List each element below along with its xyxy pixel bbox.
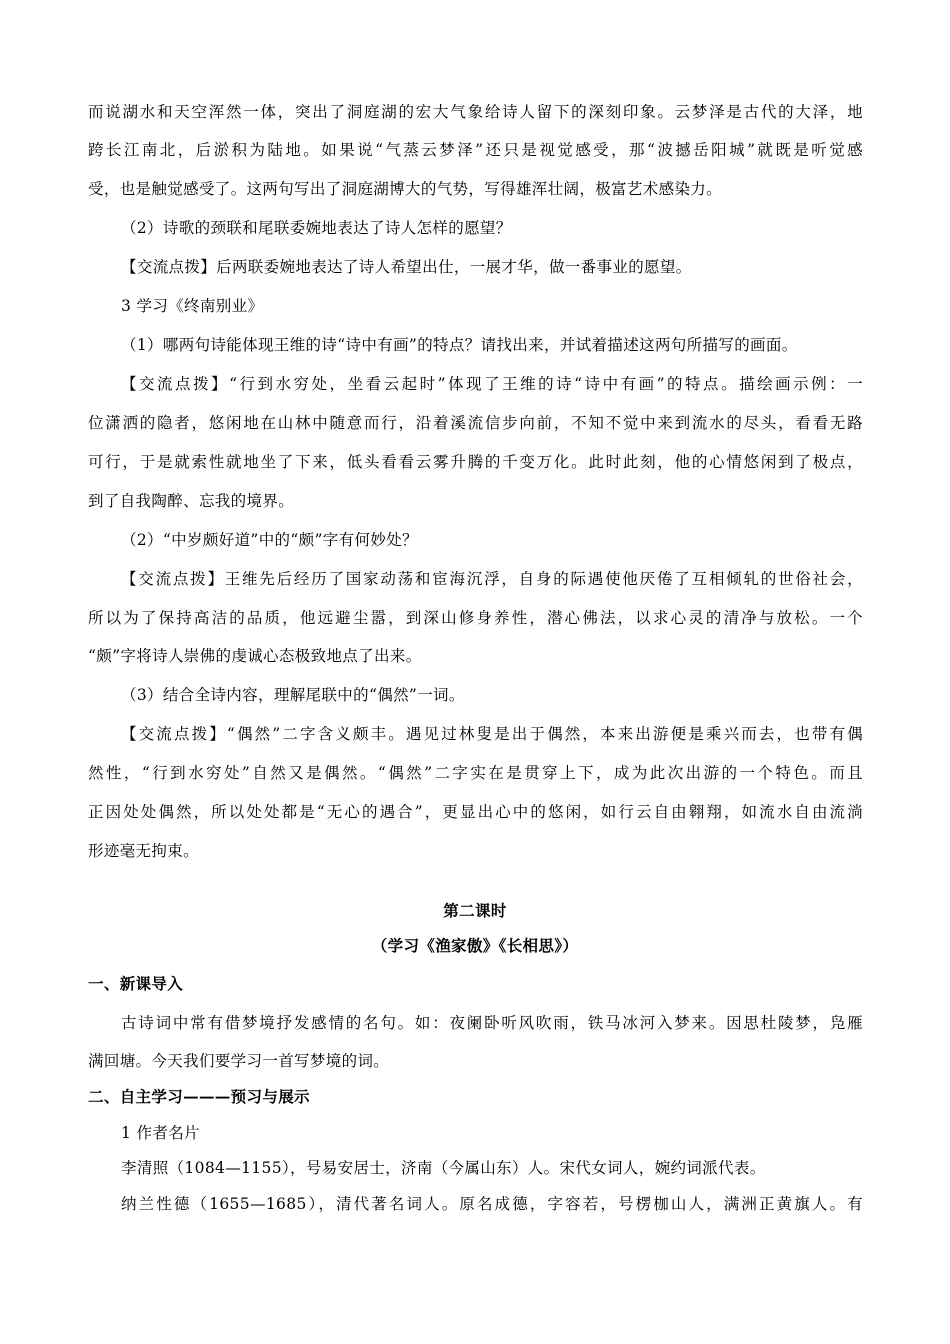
- answer-line: 【交流点拨】后两联委婉地表达了诗人希望出仕，一展才华，做一番事业的愿望。: [121, 258, 692, 276]
- answer-line: 【交流点拨】“行到水穷处，坐看云起时”体现了王维的诗“诗中有画”的特点。描绘画示例：一: [121, 375, 863, 393]
- paragraph-line: 李清照（1084—1155），号易安居士，济南（今属山东）人。宋代女词人，婉约词派代表。: [121, 1159, 766, 1177]
- section-heading: 二、自主学习———预习与展示: [88, 1087, 310, 1106]
- section-heading: 一、新课导入: [88, 974, 184, 993]
- paragraph-line: 跨长江南北，后淤积为陆地。如果说“气蒸云梦泽”还只是视觉感受，那“波撼岳阳城”就既是听觉感: [88, 141, 863, 159]
- paragraph-line: 可行，于是就索性就地坐了下来，低头看看云雾升腾的千变万化。此时此刻，他的心情悠闲到了极点，: [88, 453, 863, 471]
- answer-line: 【交流点拨】“偶然”二字含义颇丰。遇见过林叟是出于偶然，本来出游便是乘兴而去，也带有偶: [121, 725, 863, 743]
- paragraph-line: “颇”字将诗人崇佛的虔诚心态极致地点了出来。: [88, 647, 422, 665]
- question-line: （2）“中岁颇好道”中的“颇”字有何妙处？: [121, 531, 418, 549]
- paragraph-line: 古诗词中常有借梦境抒发感情的名句。如：夜阑卧听风吹雨，铁马冰河入梦来。因思杜陵梦，凫雁: [121, 1014, 863, 1032]
- section-line: 3 学习《终南别业》: [121, 297, 264, 315]
- paragraph-line: 满回塘。今天我们要学习一首写梦境的词。: [88, 1052, 390, 1070]
- answer-line: 【交流点拨】王维先后经历了国家动荡和宦海沉浮，自身的际遇使他厌倦了互相倾轧的世俗社会，: [121, 570, 863, 588]
- paragraph-line: 正因处处偶然，所以处处都是“无心的遇合”，更显出心中的悠闲，如行云自由翱翔，如流水自由流淌: [88, 803, 863, 821]
- paragraph-line: 位潇洒的隐者，悠闲地在山林中随意而行，沿着溪流信步向前，不知不觉中来到流水的尽头，看看无路: [88, 414, 863, 432]
- paragraph-line: 到了自我陶醉、忘我的境界。: [88, 492, 295, 510]
- lesson-title: 第二课时: [443, 901, 507, 920]
- paragraph-line: 受，也是触觉感受了。这两句写出了洞庭湖博大的气势，写得雄浑壮阔，极富艺术感染力。: [88, 180, 723, 198]
- paragraph-line: 形迹毫无拘束。: [88, 842, 199, 860]
- paragraph-line: 然性，“行到水穷处”自然又是偶然。“偶然”二字实在是贯穿上下，成为此次出游的一个特色。而且: [88, 764, 863, 782]
- lesson-subtitle: （学习《渔家傲》《长相思》）: [371, 936, 579, 955]
- question-line: （3）结合全诗内容，理解尾联中的“偶然”一词。: [121, 686, 465, 704]
- paragraph-line: 纳兰性德（1655—1685），清代著名词人。原名成德，字容若，号楞枷山人，满洲正黄旗人。有: [121, 1195, 863, 1213]
- question-line: （2）诗歌的颈联和尾联委婉地表达了诗人怎样的愿望？: [121, 219, 512, 237]
- question-line: （1）哪两句诗能体现王维的诗“诗中有画”的特点？请找出来，并试着描述这两句所描写的画面。: [121, 336, 798, 354]
- subsection-line: 1 作者名片: [121, 1124, 200, 1142]
- paragraph-line: 所以为了保持高洁的品质，他远避尘嚣，到深山修身养性，潜心佛法，以求心灵的清净与放松。一个: [88, 609, 863, 627]
- paragraph-line: 而说湖水和天空浑然一体，突出了洞庭湖的宏大气象给诗人留下的深刻印象。云梦泽是古代的大泽，地: [88, 103, 863, 121]
